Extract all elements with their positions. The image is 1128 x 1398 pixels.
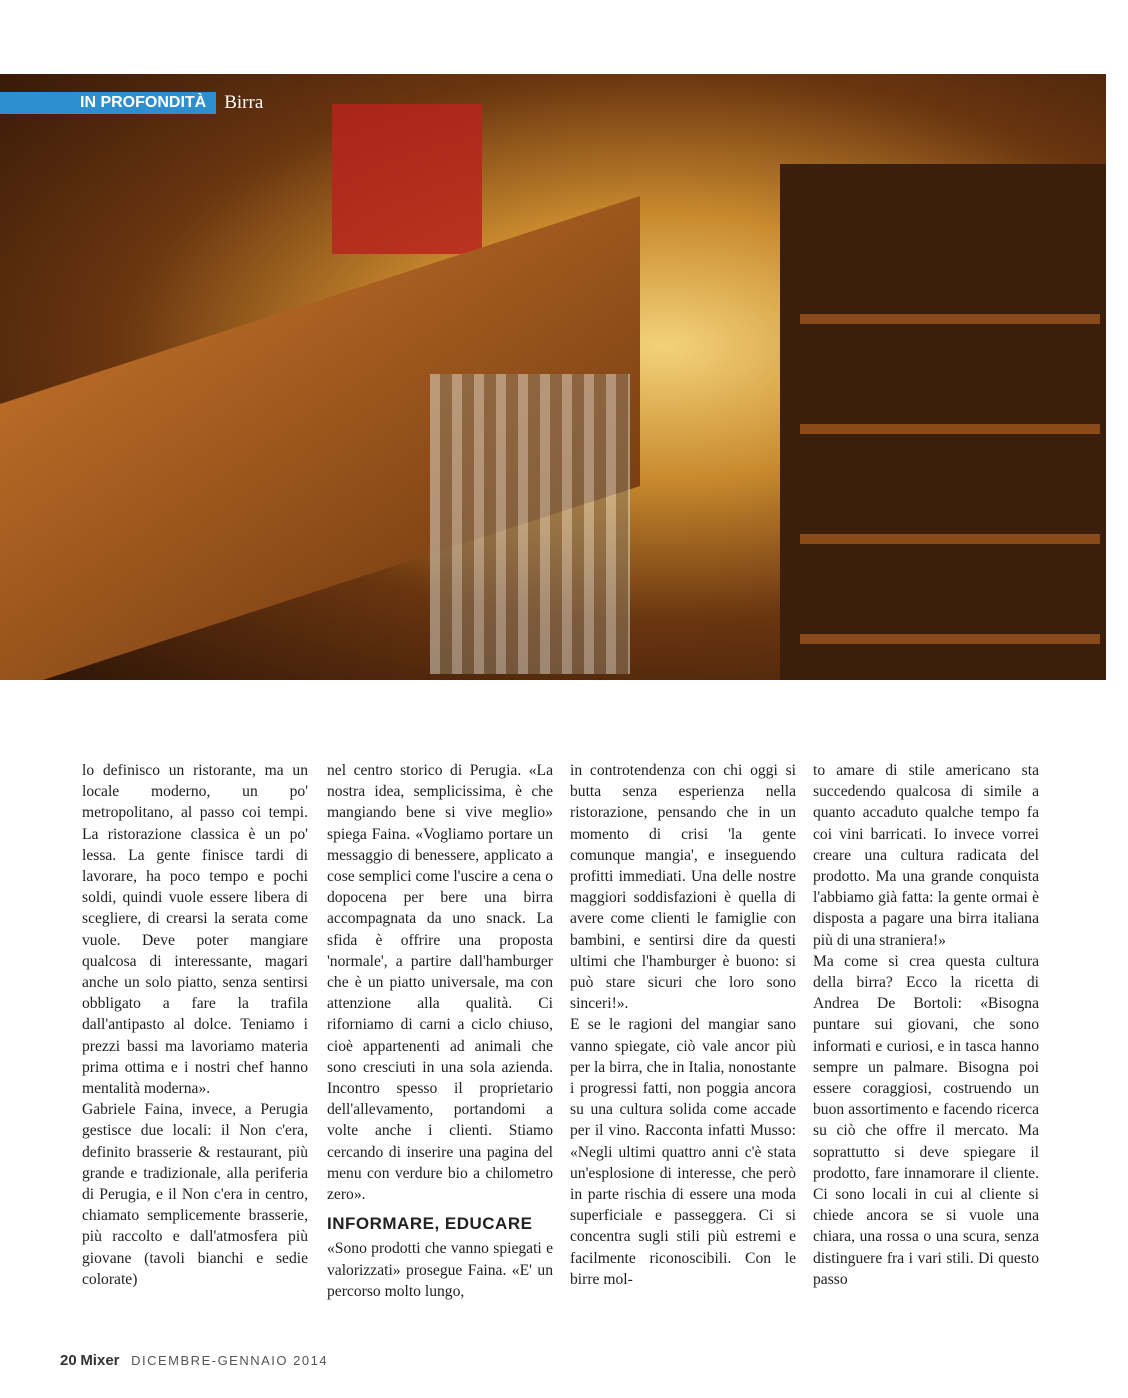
paragraph: lo definisco un ristorante, ma un locale moderno, un po' metropolitano, al passo coi tempi. La ristorazione classica è un po' lessa. La gente finisce tardi di lavorare, ha poco tempo e pochi soldi, quindi vuole essere libera di scegliere, di crearsi la serata come vuole. Deve poter mangiare qualcosa di interessante, magari anche un solo piatto, senza sentirsi obbligato a fare la trafila dall'antipasto al dolce. Teniamo i prezzi bassi ma lavoriamo materia prima ottima e i nostri chef hanno mentalità moderna». <box>82 762 308 1098</box>
paragraph: Ma come si crea questa cultura della birra? Ecco la ricetta di Andrea De Bortoli: «Bisogna puntare sui giovani, che sono informati e curiosi, e in tasca hanno sempre un palmare. Bisogna poi essere coraggiosi, costruendo un buon assortimento e facendo ricerca su ciò che offre il mercato. Ma soprattutto si deve spiegare il prodotto, fare innamorare il cliente. Ci sono locali in cui al cliente si chiede ancora se si vuole una chiara, una rossa o una scura, senza distinguere fra i vari stili. Di questo passo <box>813 952 1039 1288</box>
photo-shelf <box>800 424 1100 434</box>
paragraph: Gabriele Faina, invece, a Perugia gestisce due locali: il Non c'era, definito brasserie & restaurant, più grande e tradizionale, alla periferia di Perugia, e il Non c'era in centro, chiamato semplicemente brasserie, più raccolto e dall'atmosfera più giovane (tavoli bianchi e sedie colorate) <box>82 1101 308 1288</box>
paragraph: to amare di stile americano sta succedendo qualcosa di simile a quanto accaduto qualche tempo fa coi vini barricati. Io invece vorrei creare una cultura radicata del prodotto. Ma una grande conquista l'abbiamo già fatta: la gente ormai è disposta a pagare una birra italiana più di una straniera!» <box>813 762 1039 949</box>
article-column-1 <box>82 760 308 1290</box>
photo-red-wall <box>332 104 482 254</box>
photo-shelf <box>800 314 1100 324</box>
subheading: INFORMARE, EDUCARE <box>327 1214 533 1234</box>
paragraph: in controtendenza con chi oggi si butta senza esperienza nella ristorazione, pensando che in un momento di crisi 'la gente comunque mangia', e inseguendo profitti immediati. Una delle nostre maggiori soddisfazioni è quella di avere come clienti le famiglie con bambini, e sentirsi dire da questi ultimi che l'hamburger è buono: si può stare sicuri che loro sono sinceri!». <box>570 762 796 1013</box>
photo-shelf <box>800 534 1100 544</box>
paragraph: E se le ragioni del mangiar sano vanno spiegate, ciò vale ancor più per la birra, che in Italia, nonostante i progressi fatti, non poggia ancora su una cultura solida come accade per il vino. Racconta infatti Musso: «Negli ultimi quattro anni c'è stata un'esplosione di interesse, che però in parte rischia di essere una moda superficiale e passeggera. Ci si concentra sugli stili più estremi e facilmente riconoscibili. Con le birre mol- <box>570 1016 796 1288</box>
page-number: 20 <box>60 1352 77 1369</box>
issue-date: DICEMBRE-GENNAIO 2014 <box>131 1353 329 1368</box>
page-footer <box>60 1352 328 1369</box>
photo-beer-taps <box>430 374 630 674</box>
section-topic: Birra <box>224 92 264 113</box>
photo-shelf <box>800 634 1100 644</box>
section-name: IN PROFONDITÀ <box>0 92 216 114</box>
article-column-2 <box>327 760 553 1302</box>
section-label <box>0 92 263 114</box>
paragraph: «Sono prodotti che vanno spiegati e valorizzati» prosegue Faina. «E' un percorso molto lungo, <box>327 1240 553 1300</box>
bar-photo <box>0 74 1106 680</box>
article-column-3 <box>570 760 796 1290</box>
article-column-4 <box>813 760 1039 1290</box>
photo-shelves <box>780 164 1106 680</box>
paragraph: nel centro storico di Perugia. «La nostra idea, semplicissima, è che mangiando bene si vive meglio» spiega Faina. «Vogliamo portare un messaggio di benessere, applicato a cose semplici come l'uscire a cena o dopocena per bere una birra accompagnata da uno snack. La sfida è offrire una proposta 'normale', a partire dall'hamburger che è un piatto universale, ma con attenzione alla qualità. Ci riforniamo di carni a ciclo chiuso, cioè appartenenti ad animali che sono cresciuti in una sola azienda. Incontro spesso il proprietario dell'allevamento, portandomi a volte anche i clienti. Stiamo cercando di inserire una pagina del menu con verdure bio a chilometro zero». <box>327 762 553 1204</box>
magazine-name: Mixer <box>80 1352 120 1369</box>
